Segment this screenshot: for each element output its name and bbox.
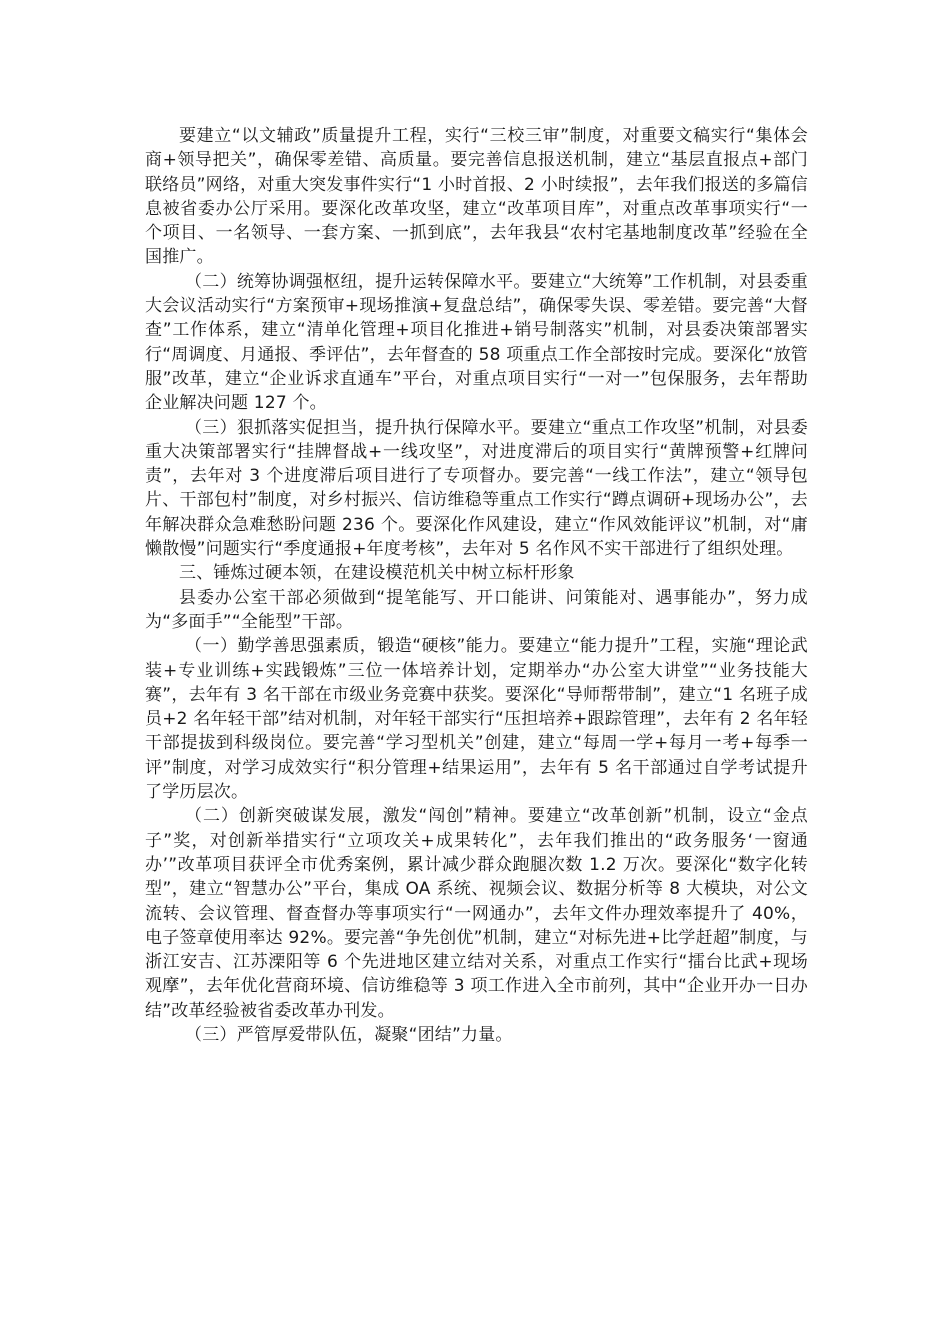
paragraph-team-management: （三）严管厚爱带队伍，凝聚“团结”力量。 [185, 1024, 513, 1045]
paragraph-innovation: （二）创新突破谋发展，激发“闯创”精神。要建立“改革创新”机制，设立“金点子”奖，对创新举措实行“立项攻关+成果转化”，去年我们推出的“政务服务‘一窗通办’”改革项目获评全市优秀案例，累计减少群众跑腿次数 1.2 万次。要深化“数字化转型”，建立“智慧办公”平台，集成 OA 系统、视频会议、数据分析等 8 大模块，对公文流转、会议管理、督查督办等事项实行“一网通办”，去年文件办理效率提升了 40%，电子签章使用率达 92%。要完善“争先创优”机制，建立“对标先进+比学赶超”制度，与浙江安吉、江苏溧阳等 6 个先进地区建立结对关系，对重点工作实行“擂台比武+现场观摩”，去年优化营商环境、信访维稳等 3 项工作进入全市前列，其中“企业开办一日办结”改革经验被省委改革办刊发。 [145, 806, 808, 1021]
paragraph-implementation: （三）狠抓落实促担当，提升执行保障水平。要建立“重点工作攻坚”机制，对县委重大决策部署实行“挂牌督战+一线攻坚”，对进度滞后的项目实行“黄牌预警+红牌问责”，去年对 3 个进度滞后项目进行了专项督办。要完善“一线工作法”，建立“领导包片、干部包村”制度，对乡村振兴、信访维稳等重点工作实行“蹲点调研+现场办公”，去年解决群众急难愁盼问题 236 个。要深化作风建设，建立“作风效能评议”机制，对“庸懒散慢”问题实行“季度通报+年度考核”，去年对 5 名作风不实干部进行了组织处理。 [145, 417, 808, 560]
document-body [145, 124, 808, 1047]
paragraph-intro-writing: 要建立“以文辅政”质量提升工程，实行“三校三审”制度，对重要文稿实行“集体会商+领导把关”，确保零差错、高质量。要完善信息报送机制，建立“基层直报点+部门联络员”网络，对重大突发事件实行“1 小时首报、2 小时续报”，去年我们报送的多篇信息被省委办公厅采用。要深化改革攻坚，建立“改革项目库”，对重点改革事项实行“一个项目、一名领导、一套方案、一抓到底”，去年我县“农村宅基地制度改革”经验在全国推广。 [145, 126, 808, 268]
paragraph-coordination: （二）统筹协调强枢纽，提升运转保障水平。要建立“大统筹”工作机制，对县委重大会议活动实行“方案预审+现场推演+复盘总结”，确保零失误、零差错。要完善“大督查”工作体系，建立“清单化管理+项目化推进+销号制落实”机制，对县委决策部署实行“周调度、月通报、季评估”，去年督查的 58 项重点工作全部按时完成。要深化“放管服”改革，建立“企业诉求直通车”平台，对重点项目实行“一对一”包保服务，去年帮助企业解决问题 127 个。 [145, 271, 808, 414]
paragraph-learning: （一）勤学善思强素质，锻造“硬核”能力。要建立“能力提升”工程，实施“理论武装+专业训练+实践锻炼”三位一体培养计划，定期举办“办公室大讲堂”“业务技能大赛”，去年有 3 名干部在市级业务竞赛中获奖。要深化“导师帮带制”，建立“1 名班子成员+2 名年轻干部”结对机制，对年轻干部实行“压担培养+跟踪管理”，去年有 2 名年轻干部提拔到科级岗位。要完善“学习型机关”创建，建立“每周一学+每月一考+每季一评”制度，对学习成效实行“积分管理+结果运用”，去年有 5 名干部通过自学考试提升了学历层次。 [145, 636, 808, 803]
section-heading-three: 三、锤炼过硬本领，在建设模范机关中树立标杆形象 [179, 563, 575, 584]
paragraph-section-intro: 县委办公室干部必须做到“提笔能写、开口能讲、问策能对、遇事能办”，努力成为“多面手”“全能型”干部。 [145, 587, 808, 632]
